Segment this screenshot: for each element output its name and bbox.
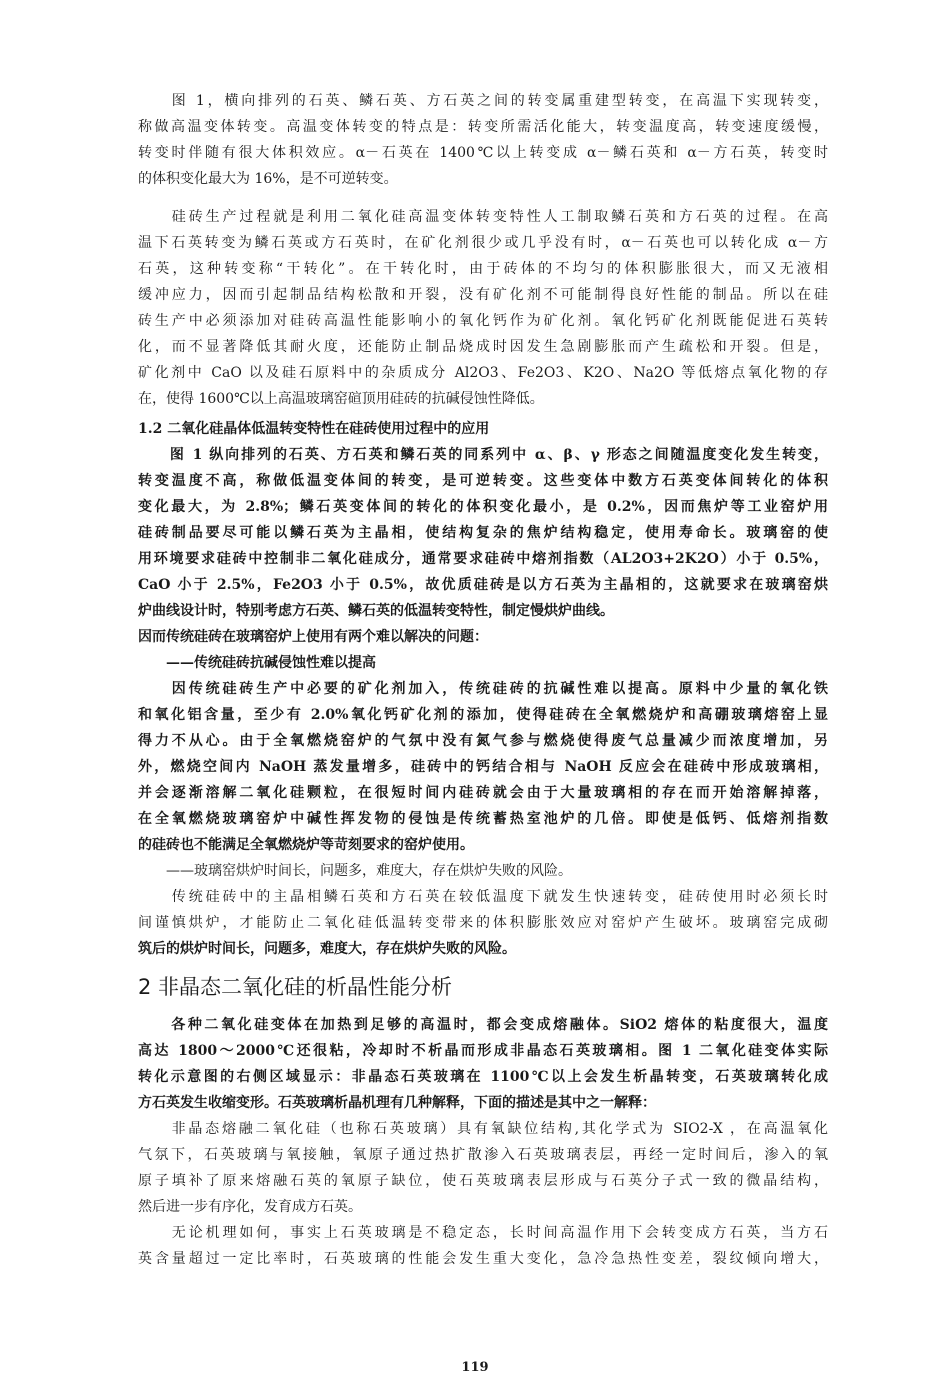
text-line: 英含量超过一定比率时，石英玻璃的性能会发生重大变化，急冷急热性变差，裂纹倾向增大，	[138, 1251, 828, 1267]
paragraph-low-temp-transition	[138, 442, 828, 624]
text-line: 的体积变化最大为 16%，是不可逆转变。	[138, 171, 398, 187]
text-line: 传统硅砖中的主晶相鳞石英和方石英在较低温度下就发生快速转变，硅砖使用时必须长时	[138, 889, 828, 905]
text-line: 硅砖制品要尽可能以鳞石英为主晶相，使结构复杂的焦炉结构稳定，使用寿命长。玻璃窑的使	[138, 525, 828, 541]
text-line: 的硅砖也不能满足全氧燃烧炉等苛刻要求的窑炉使用。	[138, 837, 474, 853]
text-line: 转变温度不高，称做低温变体间的转变，是可逆转变。这些变体中数方石英变体间转化的体积	[138, 473, 828, 489]
text-line: 化，而不显著降低其耐火度，还能防止制品烧成时因发生急剧膨胀而产生疏松和开裂。但是，	[138, 339, 828, 355]
section-heading-1-2	[138, 416, 828, 442]
text-line: 转化示意图的右侧区域显示：非晶态石英玻璃在 1100℃以上会发生析晶转变，石英玻璃转化成	[138, 1069, 828, 1085]
section-heading-2: 2 非晶态二氧化硅的析晶性能分析	[138, 975, 453, 999]
text-line: 缓冲应力，因而引起制品结构松散和开裂，没有矿化剂不可能制得良好性能的制品。所以在硅	[138, 287, 828, 303]
text-line: 方石英发生收缩变形。石英玻璃析晶机理有几种解释，下面的描述是其中之一解释：	[138, 1095, 656, 1111]
text-line: 高达 1800～2000℃还很粘，冷却时不析晶而形成非晶态石英玻璃相。图 1 二氧化硅变体实际	[138, 1043, 828, 1059]
text-line: 筑后的烘炉时间长，问题多，难度大，存在烘炉失败的风险。	[138, 941, 516, 957]
text-line: ——玻璃窑烘炉时间长，问题多，难度大，存在烘炉失败的风险。	[138, 863, 572, 879]
text-line: 在，使得 1600℃以上高温玻璃窑碹顶用硅砖的抗碱侵蚀性降低。	[138, 391, 544, 407]
text-line: 称做高温变体转变。高温变体转变的特点是：转变所需活化能大，转变温度高，转变速度缓慢，	[138, 119, 828, 135]
text-line: 转变时伴随有很大体积效应。α－石英在 1400℃以上转变成 α－鳞石英和 α－方石英，转变时	[138, 145, 828, 161]
text-line: 图 1，横向排列的石英、鳞石英、方石英之间的转变属重建型转变，在高温下实现转变，	[138, 93, 828, 109]
text-line: 图 1 纵向排列的石英、方石英和鳞石英的同系列中 α、β、γ 形态之间随温度变化发生转变，	[138, 447, 828, 463]
text-line: 变化最大，为 2.8%；鳞石英变体间的转化的体积变化最小，是 0.2%，因而焦炉等工业窑炉用	[138, 499, 828, 515]
text-line: 硅砖生产过程就是利用二氧化硅高温变体转变特性人工制取鳞石英和方石英的过程。在高	[138, 209, 828, 225]
text-line: 间谨慎烘炉，才能防止二氧化硅低温转变带来的体积膨胀效应对窑炉产生破坏。玻璃窑完成砌	[138, 915, 828, 931]
text-line: 因而传统硅砖在玻璃窑炉上使用有两个难以解决的问题：	[138, 629, 488, 645]
text-line: 矿化剂中 CaO 以及硅石原料中的杂质成分 Al2O3、Fe2O3、K2O、Na2O 等低熔点氧化物的存	[138, 365, 828, 381]
text-line: ——传统硅砖抗碱侵蚀性难以提高	[138, 655, 376, 671]
text-line: 得力不从心。由于全氧燃烧窑炉的气氛中没有氮气参与燃烧使得废气总量减少而浓度增加，另	[138, 733, 828, 749]
text-line: CaO 小于 2.5%，Fe2O3 小于 0.5%，故优质硅砖是以方石英为主晶相的，这就要求在玻璃窑烘	[138, 577, 828, 593]
paragraph-unstable-state	[138, 1220, 828, 1272]
text-line: 炉曲线设计时，特别考虑方石英、鳞石英的低温转变特性，制定慢烘炉曲线。	[138, 603, 614, 619]
text-line: 原子填补了原来熔融石英的氧原子缺位，使石英玻璃表层形成与石英分子式一致的微晶结构，	[138, 1173, 828, 1189]
paragraph-alkali-resistance	[138, 676, 828, 858]
text-line: 无论机理如何，事实上石英玻璃是不稳定态，长时间高温作用下会转变成方石英，当方石	[138, 1225, 828, 1241]
text-line: 在全氧燃烧玻璃窑炉中碱性挥发物的侵蚀是传统蓄热室池炉的几倍。即使是低钙、低熔剂指数	[138, 811, 828, 827]
section-title: 1.2 二氧化硅晶体低温转变特性在硅砖使用过程中的应用	[138, 421, 490, 437]
text-line: 然后进一步有序化，发育成方石英。	[138, 1199, 362, 1215]
paragraph-two-problems	[138, 624, 828, 676]
text-line: 和氧化铝含量，至少有 2.0%氧化钙矿化剂的添加，使得硅砖在全氧燃烧炉和高硼玻璃熔窑上显	[138, 707, 828, 723]
text-line: 温下石英转变为鳞石英或方石英时，在矿化剂很少或几乎没有时，α－石英也可以转化成 α－方	[138, 235, 828, 251]
text-line: 外，燃烧空间内 NaOH 蒸发量增多，硅砖中的钙结合相与 NaOH 反应会在硅砖中形成玻璃相，	[138, 759, 828, 775]
text-line: 因传统硅砖生产中必要的矿化剂加入，传统硅砖的抗碱性难以提高。原料中少量的氧化铁	[138, 681, 828, 697]
paragraph-high-temp-transition	[138, 88, 828, 192]
paragraph-oxygen-defect	[138, 1116, 828, 1220]
text-line: 气氛下，石英玻璃与氧接触，氧原子通过热扩散渗入石英玻璃表层，再经一定时间后，渗入的氧	[138, 1147, 828, 1163]
text-line: 非晶态熔融二氧化硅（也称石英玻璃）具有氧缺位结构,其化学式为 SIO2-X ，在高温氧化	[138, 1121, 828, 1137]
text-line: 并会逐渐溶解二氧化硅颗粒，在很短时间内硅砖就会由于大量玻璃相的存在而开始溶解掉落，	[138, 785, 828, 801]
text-line: 石英，这种转变称“干转化”。在干转化时，由于砖体的不均匀的体积膨胀很大，而又无液相	[138, 261, 828, 277]
page-number: 119	[461, 1360, 489, 1375]
paragraph-amorphous-silica	[138, 1012, 828, 1116]
text-line: 用环境要求硅砖中控制非二氧化硅成分，通常要求硅砖中熔剂指数（AL2O3+2K2O）小于 0.5%，	[138, 551, 828, 567]
paragraph-silica-brick-production	[138, 204, 828, 412]
text-line: 砖生产中必须添加对硅砖高温性能影响小的氧化钙作为矿化剂。氧化钙矿化剂既能促进石英转	[138, 313, 828, 329]
text-line: 各种二氧化硅变体在加热到足够的高温时，都会变成熔融体。SiO2 熔体的粘度很大，温度	[138, 1017, 828, 1033]
paragraph-furnace-heating	[138, 858, 828, 962]
